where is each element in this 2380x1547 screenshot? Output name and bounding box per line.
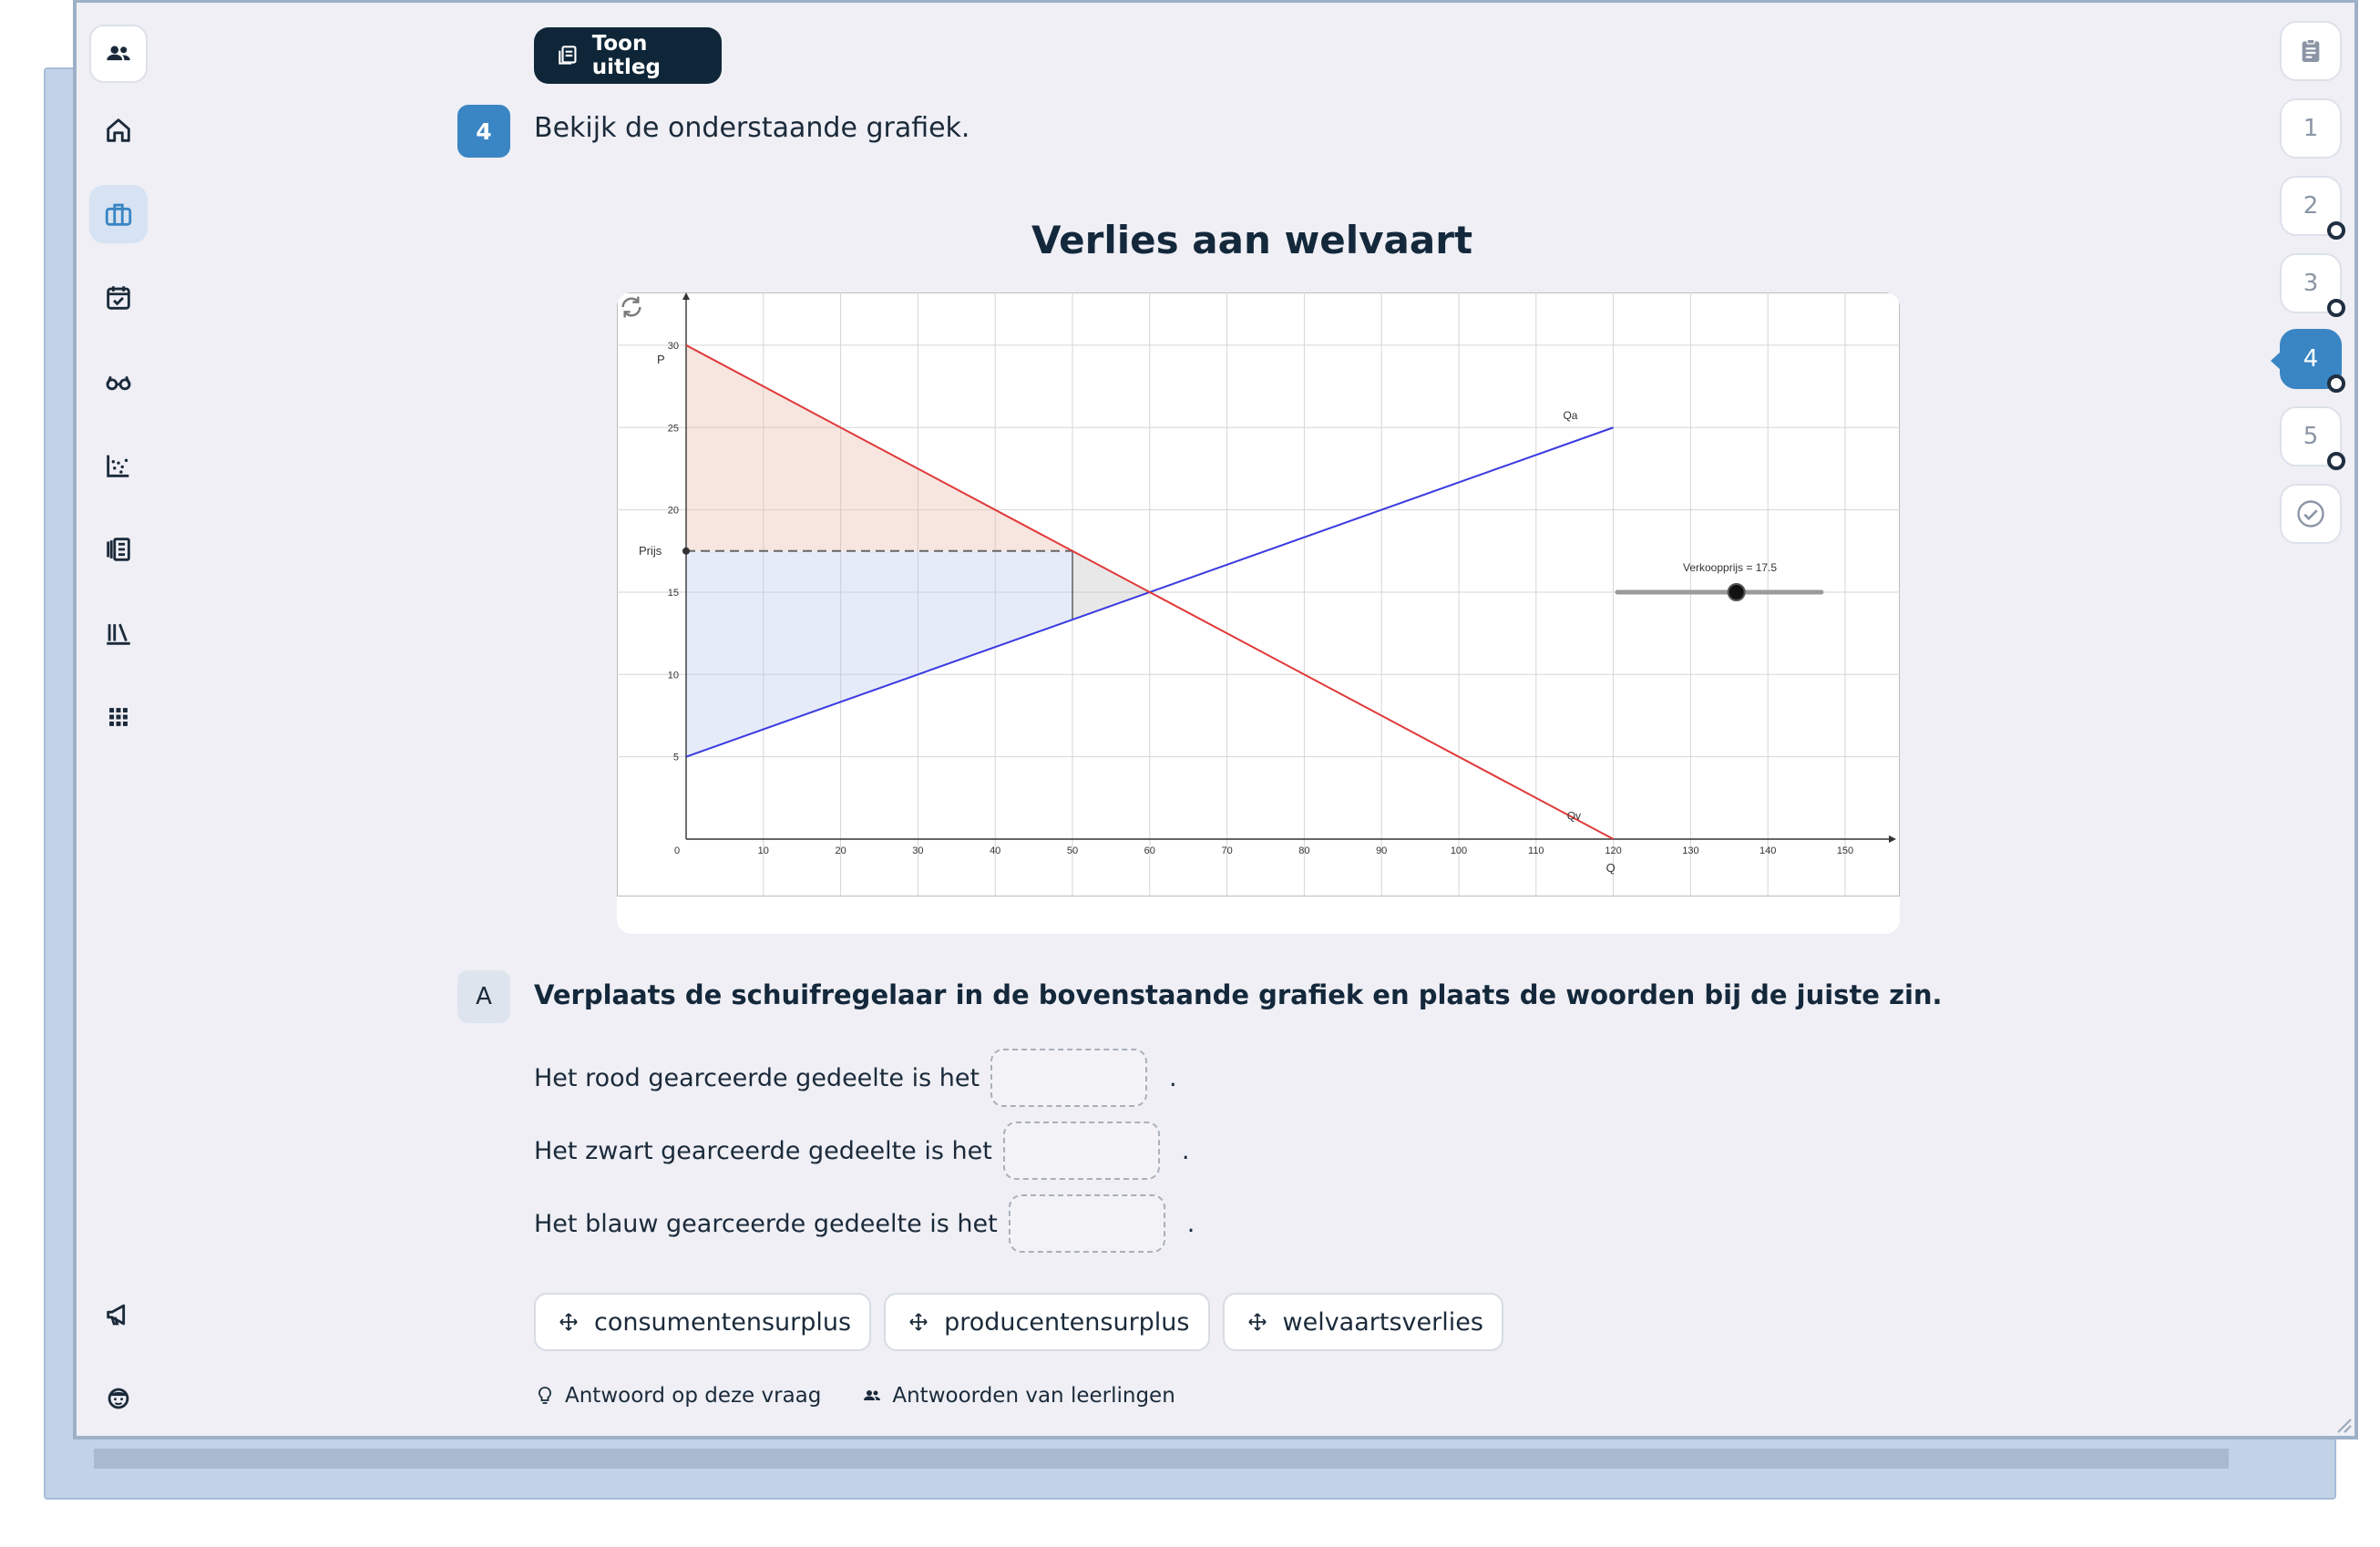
- megaphone-icon: [103, 1299, 134, 1330]
- library-button[interactable]: [89, 604, 148, 662]
- status-dot: [2327, 221, 2345, 240]
- chart-container: [617, 292, 1900, 934]
- background-card-shadow: [94, 1449, 2229, 1469]
- x-tick-label: 140: [1759, 845, 1777, 856]
- scatter-chart-icon: [103, 450, 134, 481]
- chip-label: producentensurplus: [944, 1307, 1190, 1337]
- library-icon: [103, 618, 134, 649]
- part-label: A: [457, 970, 510, 1023]
- briefcase-icon: [103, 199, 134, 230]
- rail-item-label: 3: [2303, 270, 2319, 297]
- x-tick-label: 70: [1221, 845, 1233, 856]
- notebook-icon: [103, 534, 134, 565]
- apps-button[interactable]: [89, 688, 148, 746]
- x-tick-label: 100: [1450, 845, 1468, 856]
- students-answers-label: Antwoorden van leerlingen: [892, 1384, 1175, 1408]
- lightbulb-icon: [534, 1385, 556, 1407]
- sentence-text: Het zwart gearceerde gedeelte is het: [534, 1136, 992, 1165]
- x-tick-label: 150: [1836, 845, 1854, 856]
- notebook-button[interactable]: [89, 520, 148, 579]
- announcements-button[interactable]: [89, 1286, 148, 1344]
- rail-item-3[interactable]: [2280, 253, 2342, 313]
- chip-welvaartsverlies[interactable]: [1223, 1293, 1503, 1351]
- chip-label: consumentensurplus: [594, 1307, 852, 1337]
- x-tick-label: 80: [1298, 845, 1310, 856]
- answer-dropzone[interactable]: [990, 1049, 1147, 1107]
- word-chips: [534, 1293, 1503, 1351]
- sentence-end: .: [1186, 1209, 1195, 1238]
- question-text: Bekijk de onderstaande grafiek.: [534, 112, 970, 144]
- refresh-icon[interactable]: [617, 292, 646, 322]
- x-tick-label: 10: [757, 845, 769, 856]
- y-tick-label: 10: [667, 670, 679, 681]
- rail-item-label: 4: [2303, 345, 2319, 373]
- y-tick-label: 15: [667, 587, 679, 599]
- answer-link-label: Antwoord op deze vraag: [565, 1384, 822, 1408]
- sentence-row: [534, 1122, 1189, 1180]
- drag-move-icon: [1246, 1311, 1268, 1333]
- y-tick-label: 5: [672, 752, 679, 763]
- price-point: [682, 548, 690, 555]
- calendar-button[interactable]: [89, 269, 148, 327]
- chart-title: Verlies aan welvaart: [1031, 218, 1473, 262]
- clipboard-icon: [2296, 36, 2325, 66]
- glasses-icon: [103, 366, 134, 397]
- y-tick-label: 20: [667, 505, 679, 517]
- part-instruction: Verplaats de schuifregelaar in de bovenstaande grafiek en plaats de woorden bij de juiste zin.: [534, 979, 1943, 1010]
- scatter-chart-button[interactable]: [89, 436, 148, 495]
- sentence-row: [534, 1194, 1195, 1253]
- x-tick-label: 130: [1682, 845, 1699, 856]
- sentence-end: .: [1181, 1136, 1190, 1165]
- people-button[interactable]: [89, 25, 148, 83]
- chip-consumentensurplus[interactable]: [534, 1293, 871, 1351]
- x-tick-label: 120: [1605, 845, 1622, 856]
- series-label-qa: Qa: [1563, 409, 1578, 423]
- show-explanation-button[interactable]: [534, 27, 722, 84]
- avatar-icon: [103, 1383, 134, 1414]
- briefcase-button[interactable]: [89, 185, 148, 243]
- check-circle-icon: [2294, 497, 2327, 530]
- answer-link[interactable]: [534, 1384, 821, 1408]
- price-label: Prijs: [639, 543, 662, 558]
- rail-item-label: 5: [2303, 423, 2319, 450]
- answer-dropzone[interactable]: [1003, 1122, 1160, 1180]
- status-dot: [2327, 452, 2345, 470]
- x-tick-label: 90: [1376, 845, 1388, 856]
- x-tick-label: 110: [1528, 845, 1544, 856]
- answer-dropzone[interactable]: [1009, 1194, 1165, 1253]
- apps-grid-icon: [103, 702, 134, 733]
- sentence-text: Het rood gearceerde gedeelte is het: [534, 1063, 980, 1092]
- y-tick-label: 30: [667, 340, 679, 352]
- x-tick-label: 40: [990, 845, 1001, 856]
- show-explanation-label: Toon uitleg: [591, 32, 661, 79]
- x-axis-label: Q: [1605, 861, 1616, 875]
- rail-item-1[interactable]: [2280, 98, 2342, 159]
- status-dot: [2327, 374, 2345, 393]
- calendar-check-icon: [103, 282, 134, 313]
- slider-label: Verkoopprijs = 17.5: [1683, 561, 1778, 574]
- slider-knob[interactable]: [1729, 584, 1745, 600]
- left-sidebar: [77, 3, 159, 1436]
- rail-item-5[interactable]: [2280, 406, 2342, 466]
- x-tick-label: 0: [673, 845, 681, 856]
- check-button[interactable]: [2280, 484, 2342, 544]
- home-button[interactable]: [89, 101, 148, 159]
- chip-producentensurplus[interactable]: [884, 1293, 1209, 1351]
- glasses-button[interactable]: [89, 353, 148, 411]
- series-label-qv: Qv: [1566, 809, 1582, 823]
- x-tick-label: 50: [1066, 845, 1079, 856]
- drag-move-icon: [558, 1311, 580, 1333]
- students-answers-link[interactable]: [861, 1384, 1175, 1408]
- status-dot: [2327, 299, 2345, 317]
- rail-item-2[interactable]: [2280, 176, 2342, 236]
- y-tick-label: 25: [667, 423, 679, 435]
- profile-button[interactable]: [89, 1369, 148, 1428]
- drag-move-icon: [908, 1311, 929, 1333]
- rail-item-label: 1: [2303, 115, 2319, 142]
- question-number-badge: 4: [457, 105, 510, 158]
- chart-canvas[interactable]: [617, 292, 1900, 934]
- home-icon: [103, 115, 134, 146]
- rail-item-label: 2: [2303, 192, 2319, 220]
- x-tick-label: 60: [1144, 845, 1155, 856]
- resize-grip-icon[interactable]: [2333, 1414, 2353, 1434]
- chip-label: welvaartsverlies: [1282, 1307, 1483, 1337]
- clipboard-button[interactable]: [2280, 21, 2342, 81]
- footer-links: [534, 1384, 1175, 1408]
- x-tick-label: 30: [912, 845, 924, 856]
- sentence-row: [534, 1049, 1177, 1107]
- people-icon: [861, 1385, 883, 1407]
- book-icon: [556, 44, 580, 67]
- x-tick-label: 20: [835, 845, 846, 856]
- y-axis-label: P: [657, 352, 665, 366]
- app-window: [73, 0, 2358, 1439]
- question-rail: [2254, 3, 2354, 1436]
- people-icon: [103, 38, 134, 69]
- sentence-end: .: [1169, 1063, 1177, 1092]
- rail-item-4[interactable]: [2280, 329, 2342, 389]
- sentence-text: Het blauw gearceerde gedeelte is het: [534, 1209, 998, 1238]
